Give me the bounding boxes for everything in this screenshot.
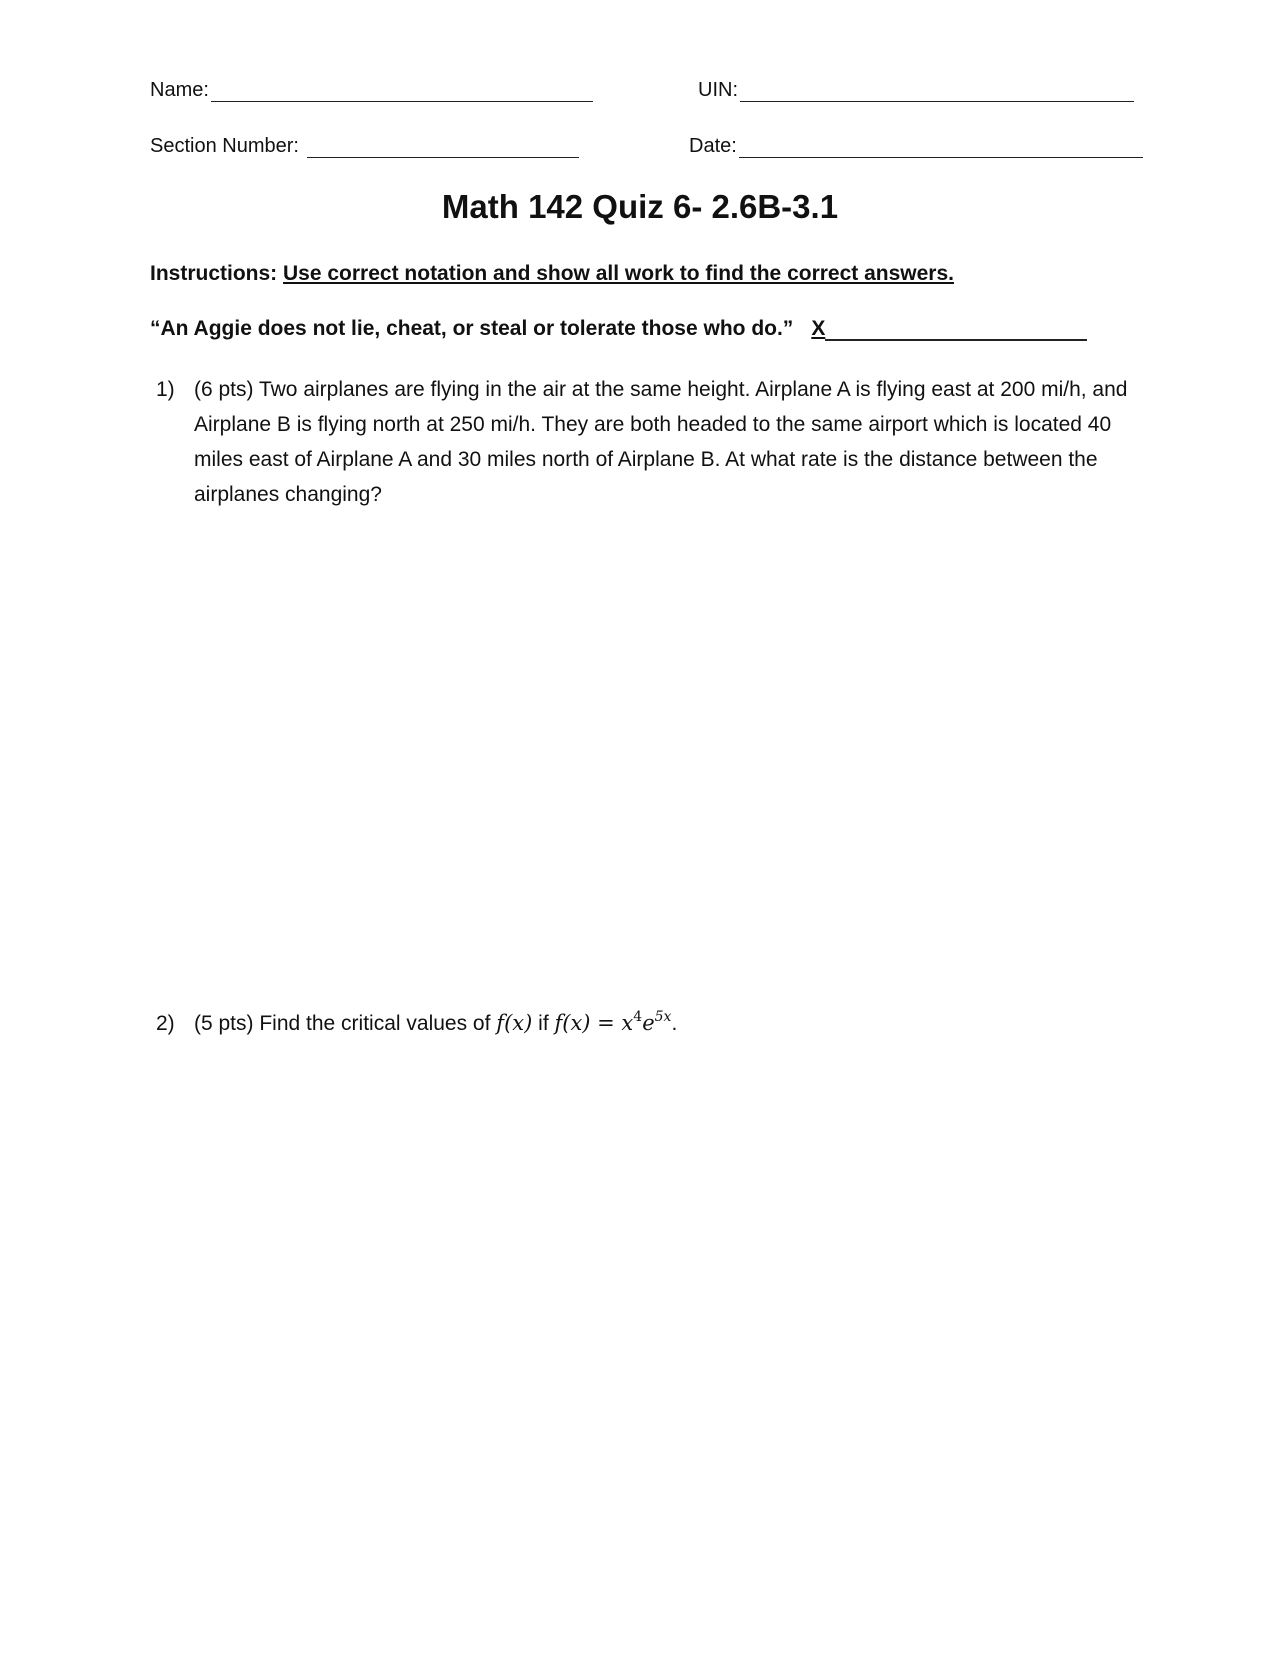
uin-label: UIN: bbox=[698, 79, 738, 101]
name-blank-line[interactable] bbox=[211, 81, 593, 102]
date-label: Date: bbox=[689, 135, 737, 157]
uin-blank-line[interactable] bbox=[740, 81, 1134, 102]
uin-field[interactable] bbox=[698, 74, 1134, 102]
instructions-text: Use correct notation and show all work to find the correct answers. bbox=[283, 262, 954, 285]
name-label: Name: bbox=[150, 79, 209, 101]
section-number-blank-line[interactable] bbox=[307, 137, 579, 158]
instructions-label: Instructions: bbox=[150, 262, 278, 285]
question-number: 2) bbox=[156, 1012, 175, 1035]
signature-mark: X bbox=[811, 317, 826, 340]
e-exponent: 5x bbox=[654, 1009, 672, 1025]
name-field[interactable] bbox=[150, 74, 593, 102]
question-text-end: . bbox=[671, 1012, 678, 1035]
honor-code-text: “An Aggie does not lie, cheat, or steal or tolerate those who do.” bbox=[150, 317, 794, 340]
section-number-label: Section Number: bbox=[150, 135, 299, 157]
question-number: 1) bbox=[156, 378, 175, 401]
question-text bbox=[194, 1006, 677, 1041]
section-number-field[interactable] bbox=[150, 130, 579, 158]
x-exponent: 4 bbox=[633, 1009, 643, 1025]
page-title: Math 142 Quiz 6- 2.6B-3.1 bbox=[441, 188, 839, 225]
question-text-start: (5 pts) Find the critical values of bbox=[194, 1012, 497, 1035]
signature-blank-line[interactable] bbox=[825, 321, 1087, 341]
instructions bbox=[150, 262, 954, 286]
equation-lhs: f(x) = x bbox=[554, 1011, 634, 1035]
honor-code bbox=[150, 317, 1087, 341]
function-notation: f(x) bbox=[496, 1011, 533, 1035]
signature-field[interactable] bbox=[811, 317, 1087, 341]
date-blank-line[interactable] bbox=[739, 137, 1143, 158]
function-equation bbox=[554, 1011, 671, 1035]
question-text-if: if bbox=[532, 1012, 555, 1035]
date-field[interactable] bbox=[689, 130, 1143, 158]
question-text: (6 pts) Two airplanes are flying in the air at the same height. Airplane A is flying east at 200 mi/h, and Airplane B is flying north at 250 mi/h. They are both headed to the same airport which is located 40 miles east of Airplane A and 30 miles north of Airplane B. At what rate is the distance between the airplanes changing? bbox=[194, 378, 1128, 506]
euler-e: e bbox=[642, 1011, 655, 1035]
